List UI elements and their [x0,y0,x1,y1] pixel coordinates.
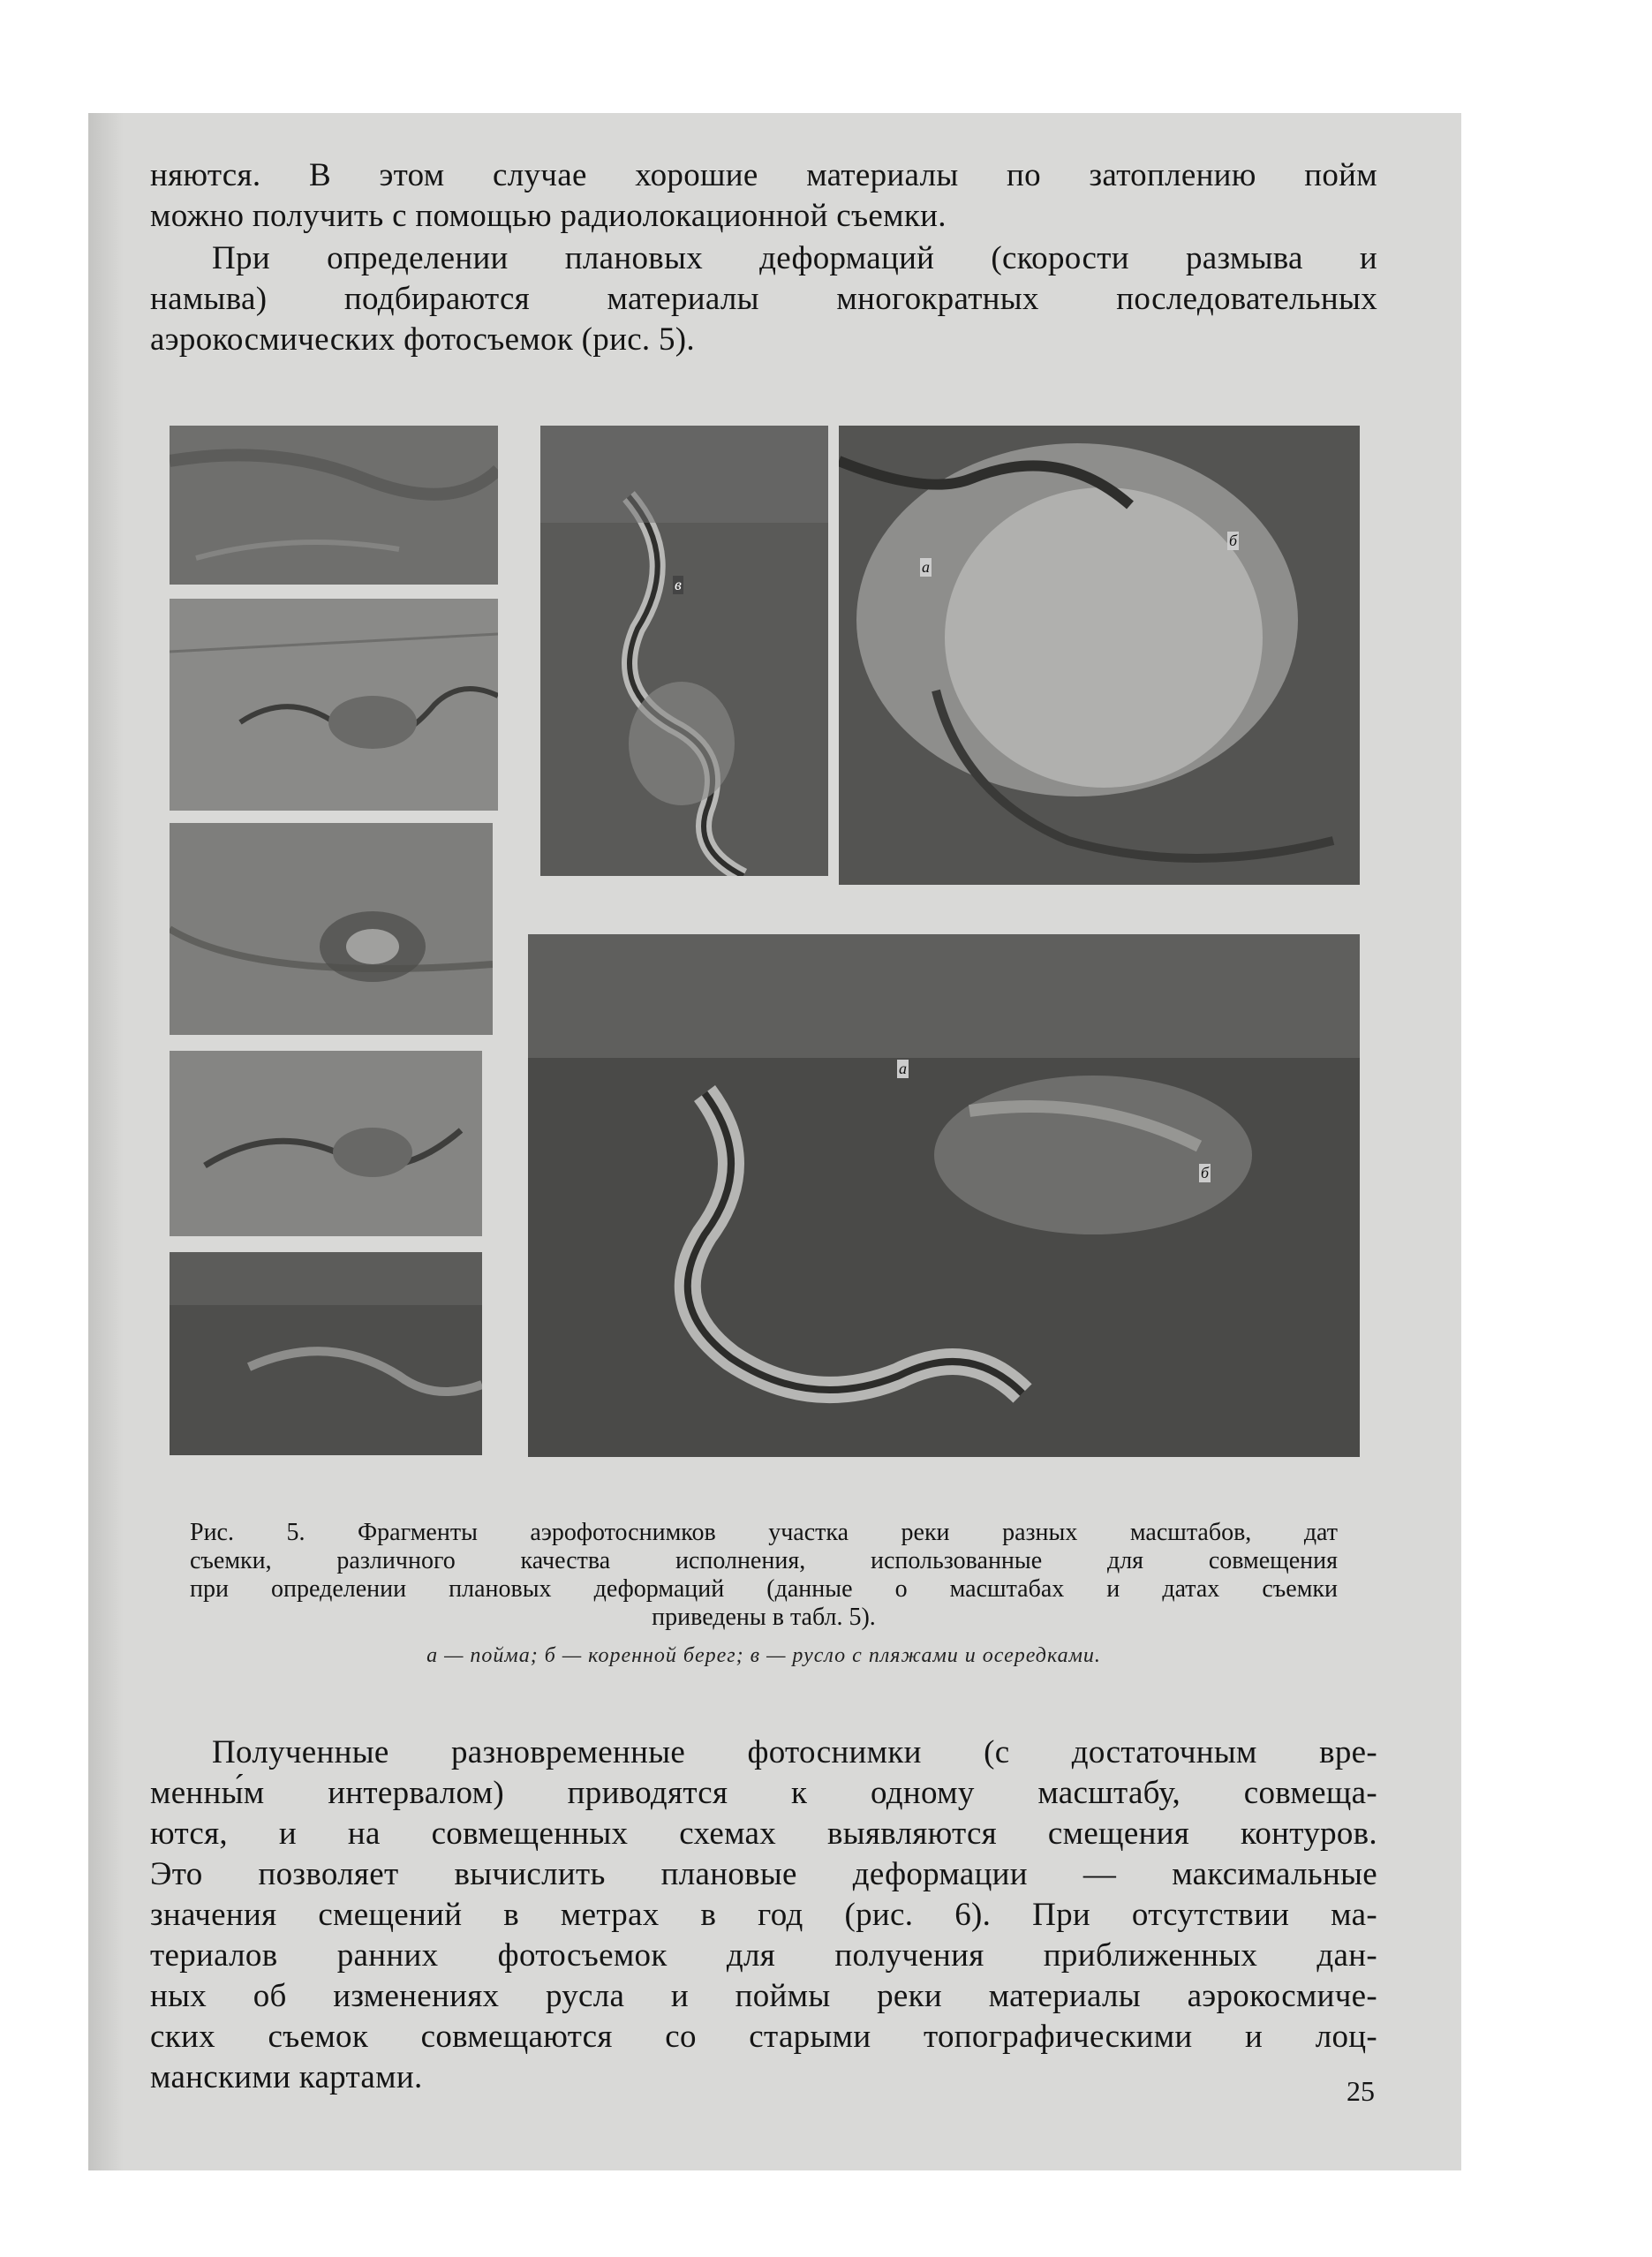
photo-label: а [899,1060,907,1077]
figure-caption-line: приведены в табл. 5). [652,1604,876,1631]
text-line: Это позволяет вычислить плановые деформации — максимальные [150,1856,1377,1892]
text-line: няются. В этом случае хорошие материалы по затоплению пойм [150,157,1377,193]
figure-caption-line: съемки, различного качества исполнения, использованные для совмещения [190,1547,1338,1574]
text-line: Полученные разновременные фотоснимки (с достаточным вре- [212,1734,1377,1770]
aerial-photo-left-2 [170,599,498,811]
text-line: намыва) подбираются материалы многократных последовательных [150,281,1377,317]
text-line: териалов ранних фотосъемок для получения приближенных дан- [150,1937,1377,1974]
photo-label: в [675,576,682,593]
aerial-photo-left-4 [170,1051,482,1236]
aerial-photo-left-5 [170,1252,482,1455]
page-number: 25 [1346,2075,1375,2107]
figure-caption-legend: а — пойма; б — коренной берег; в — русло с пляжами и осередками. [426,1644,1101,1667]
text-line: ных об изменениях русла и поймы реки материалы аэрокосмиче- [150,1978,1377,2014]
text-line: ются, и на совмещенных схемах выявляются смещения контуров. [150,1815,1377,1852]
text-line: ских съемок совмещаются со старыми топографическими и лоц- [150,2019,1377,2055]
text-line: манскими картами. [150,2059,423,2095]
aerial-photo-bottom-large [528,934,1360,1457]
text-line: аэрокосмических фотосъемок (рис. 5). [150,321,695,358]
photo-label: б [1229,532,1238,549]
aerial-photo-top-middle [540,426,828,876]
photo-label: б [1201,1164,1210,1181]
photo-label: а [922,558,930,576]
aerial-photo-left-1 [170,426,498,585]
text-line: можно получить с помощью радиолокационной съемки. [150,198,947,234]
aerial-photo-top-right [839,426,1360,885]
figure-caption-line: Рис. 5. Фрагменты аэрофотоснимков участка реки разных масштабов, дат [190,1519,1338,1546]
aerial-photo-left-3 [170,823,493,1035]
figure-caption-line: при определении плановых деформаций (данные о масштабах и датах съемки [190,1575,1338,1603]
text-line: менны́м интервалом) приводятся к одному масштабу, совмеща- [150,1775,1377,1811]
text-line: значения смещений в метрах в год (рис. 6). При отсутствии ма- [150,1897,1377,1933]
text-line: При определении плановых деформаций (скорости размыва и [212,240,1377,276]
page-shadow [88,113,124,2170]
